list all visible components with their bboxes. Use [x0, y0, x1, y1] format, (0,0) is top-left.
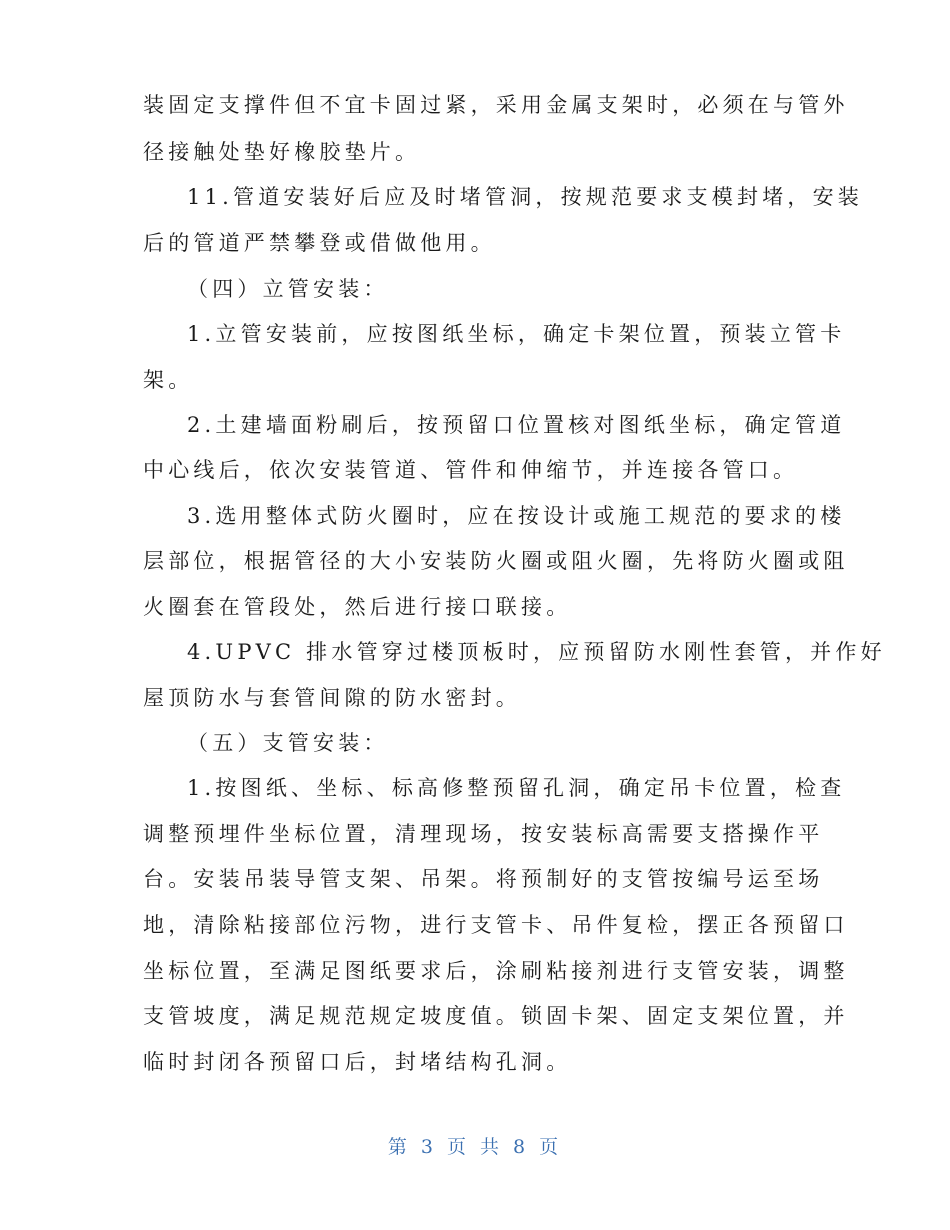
section-heading: （五）支管安装：	[187, 731, 389, 755]
page-number-footer: 第 3 页 共 8 页	[387, 1136, 563, 1158]
text-line: 3.选用整体式防火圈时，应在按设计或施工规范的要求的楼	[187, 504, 846, 528]
text-line: 支管坡度，满足规范规定坡度值。锁固卡架、固定支架位置，并	[143, 1004, 849, 1028]
text-line: 火圈套在管段处，然后进行接口联接。	[143, 595, 572, 619]
text-line: 临时封闭各预留口后，封堵结构孔洞。	[143, 1050, 572, 1074]
text-line: 中心线后，依次安装管道、管件和伸缩节，并连接各管口。	[143, 458, 799, 482]
text-line: 装固定支撑件但不宜卡固过紧，采用金属支架时，必须在与管外	[143, 93, 849, 117]
text-line: 11.管道安装好后应及时堵管洞，按规范要求支模封堵，安装	[187, 185, 863, 209]
text-line: 径接触处垫好橡胶垫片。	[143, 140, 421, 164]
text-line: 架。	[143, 368, 194, 392]
text-line: 2.土建墙面粉刷后，按预留口位置核对图纸坐标，确定管道	[187, 413, 846, 437]
text-line: 4.UPVC 排水管穿过楼顶板时，应预留防水刚性套管，并作好	[187, 640, 886, 664]
text-line: 后的管道严禁攀登或借做他用。	[143, 231, 496, 255]
text-line: 层部位，根据管径的大小安装防火圈或阻火圈，先将防火圈或阻	[143, 549, 849, 573]
text-line: 台。安装吊装导管支架、吊架。将预制好的支管按编号运至场	[143, 867, 824, 891]
text-line: 屋顶防水与套管间隙的防水密封。	[143, 686, 521, 710]
text-line: 1.按图纸、坐标、标高修整预留孔洞，确定吊卡位置，检查	[187, 776, 846, 800]
text-line: 坐标位置，至满足图纸要求后，涂刷粘接剂进行支管安装，调整	[143, 959, 849, 983]
section-heading: （四）立管安装：	[187, 277, 389, 301]
text-line: 调整预埋件坐标位置，清理现场，按安装标高需要支搭操作平	[143, 822, 824, 846]
text-line: 1.立管安装前，应按图纸坐标，确定卡架位置，预装立管卡	[187, 322, 846, 346]
text-line: 地，清除粘接部位污物，进行支管卡、吊件复检，摆正各预留口	[143, 913, 849, 937]
